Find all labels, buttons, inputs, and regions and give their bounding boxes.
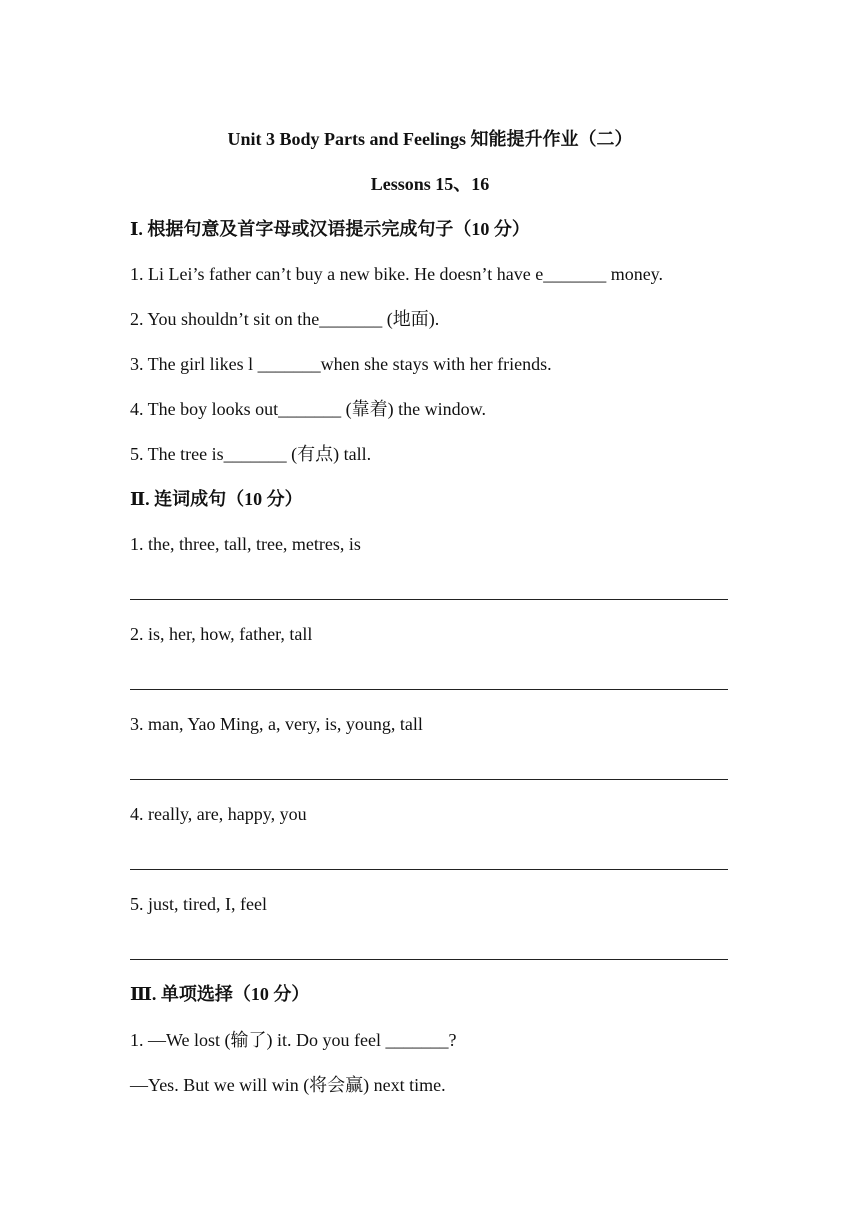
answer-line xyxy=(130,689,728,690)
section-3-heading: Ⅲ. 单项选择（10 分） xyxy=(130,984,310,1004)
section-1-item: 2. You shouldn’t sit on the_______ (地面). xyxy=(130,309,440,329)
section-1-item: 5. The tree is_______ (有点) tall. xyxy=(130,444,372,464)
page-title: Unit 3 Body Parts and Feelings 知能提升作业（二） xyxy=(227,129,633,149)
section-2-item: 3. man, Yao Ming, a, very, is, young, tall xyxy=(130,714,423,734)
answer-line xyxy=(130,959,728,960)
answer-line xyxy=(130,779,728,780)
section-2-heading: Ⅱ. 连词成句（10 分） xyxy=(130,489,303,509)
answer-line xyxy=(130,599,728,600)
section-1-item: 1. Li Lei’s father can’t buy a new bike. He doesn’t have e_______ money. xyxy=(130,264,664,284)
section-2-item: 5. just, tired, I, feel xyxy=(130,894,267,914)
section-1-item: 4. The boy looks out_______ (靠着) the window. xyxy=(130,399,486,419)
section-2-item: 2. is, her, how, father, tall xyxy=(130,624,313,644)
section-1-heading: Ⅰ. 根据句意及首字母或汉语提示完成句子（10 分） xyxy=(130,219,530,239)
section-3-item: —Yes. But we will win (将会赢) next time. xyxy=(130,1075,446,1095)
section-3-item: 1. —We lost (输了) it. Do you feel _______? xyxy=(130,1030,457,1050)
page-subtitle: Lessons 15、16 xyxy=(370,174,490,194)
section-2-item: 4. really, are, happy, you xyxy=(130,804,307,824)
answer-line xyxy=(130,869,728,870)
section-2-item: 1. the, three, tall, tree, metres, is xyxy=(130,534,361,554)
section-1-item: 3. The girl likes l _______when she stays with her friends. xyxy=(130,354,552,374)
